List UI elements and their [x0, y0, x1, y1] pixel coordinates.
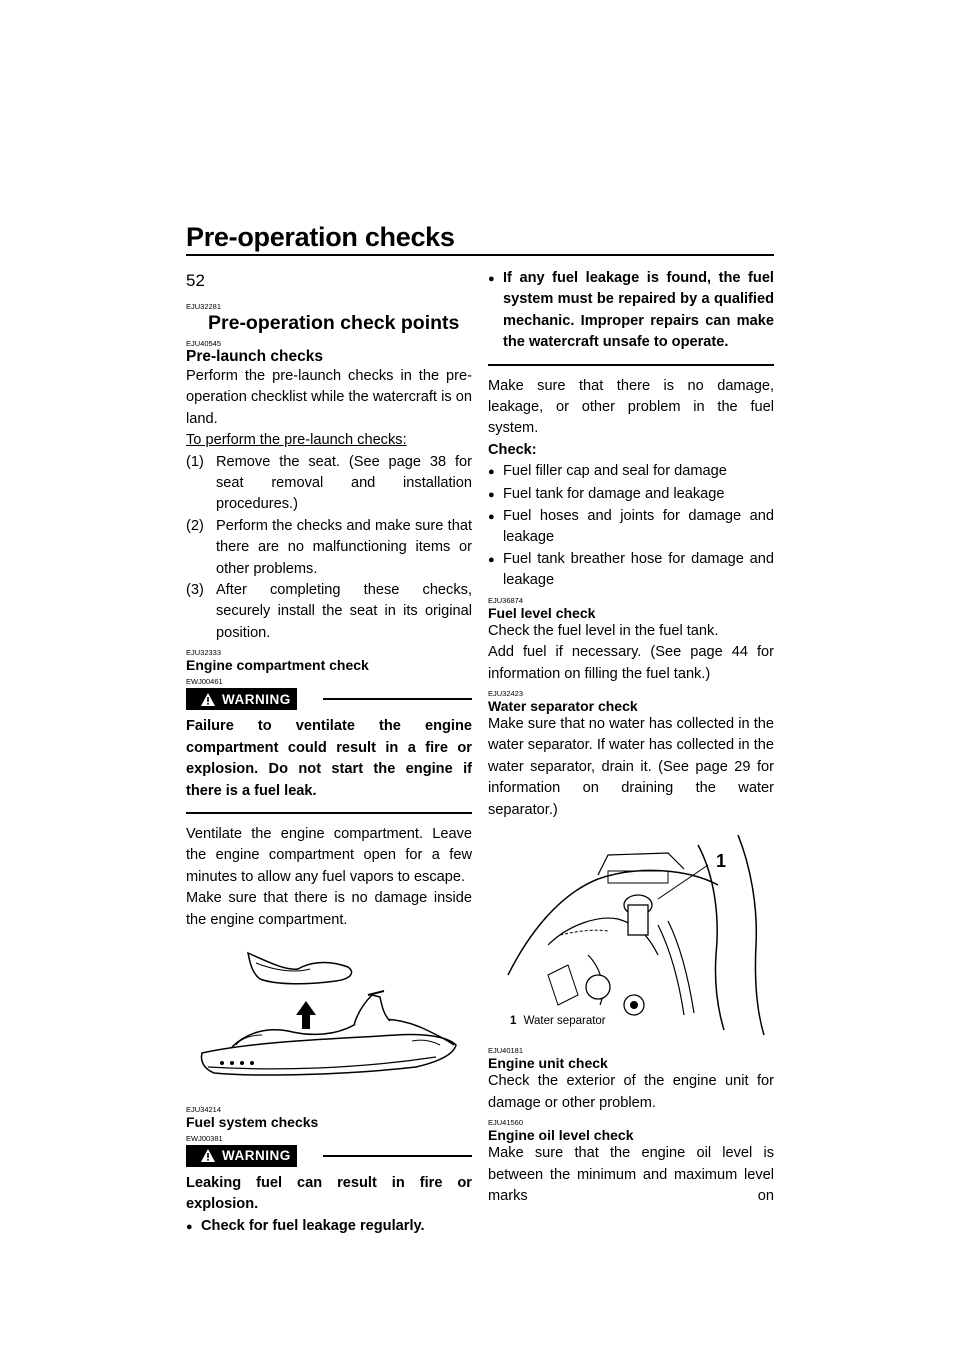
engine-compartment-title: Engine compartment check [186, 657, 369, 674]
warning-badge [186, 688, 297, 710]
fuel-system-title: Fuel system checks [186, 1113, 319, 1130]
section-code: EJU34214 [186, 1104, 222, 1114]
warning-end-rule [488, 364, 774, 366]
section-code: EJU40545 [186, 339, 222, 348]
engine-compartment-para: Make sure that there is no damage inside the engine compartment. [186, 890, 472, 928]
warning-triangle-icon [200, 692, 216, 707]
check-item [488, 484, 774, 506]
section-code: EJU32281 [186, 302, 222, 311]
check-item-text: Fuel tank breather hose for damage and leakage [503, 550, 774, 589]
fuel-system-para: Make sure that there is no damage, leakage, or other problem in the fuel system. [488, 377, 774, 437]
warning-badge [186, 1145, 297, 1167]
page-number: 52 [186, 271, 205, 290]
bullet-dot-icon: ● [488, 488, 495, 501]
engine-unit-para: Check the exterior of the engine unit for damage or other problem. [488, 1073, 774, 1111]
watercraft-seat-illustration [186, 949, 472, 1099]
step-item [186, 580, 472, 644]
section-code: EJU36874 [488, 595, 524, 605]
fuel-level-para: Add fuel if necessary. (See page 44 for information on filling the fuel tank.) [488, 644, 774, 682]
warning-bullet-text: Check for fuel leakage regularly. [201, 1217, 425, 1234]
warning-bullet-text: If any fuel leakage is found, the fuel system must be repaired by a qualified mechanic. Improper repairs can make the watercraft unsafe to operate. [503, 270, 774, 351]
bullet-dot-icon: ● [186, 1220, 193, 1233]
right-column [488, 268, 774, 1207]
step-text: Perform the checks and make sure that there are no malfunctioning items or other problems. [216, 517, 472, 577]
prelaunch-title: Pre-launch checks [186, 348, 323, 365]
check-item [488, 549, 774, 592]
step-text: Remove the seat. (See page 38 for seat removal and installation procedures.) [216, 453, 472, 513]
warning-text: Leaking fuel can result in fire or explosion. [186, 1174, 472, 1213]
fuel-level-para: Check the fuel level in the fuel tank. [488, 622, 719, 639]
warning-triangle-icon [200, 1148, 216, 1163]
step-number: (2) [186, 517, 204, 534]
step-number: (1) [186, 453, 204, 470]
check-item-text: Fuel filler cap and seal for damage [503, 463, 727, 480]
warning-header [186, 1145, 472, 1167]
step-item [186, 516, 472, 580]
warning-code: EWJ00381 [186, 1133, 223, 1143]
warning-label: WARNING [222, 1148, 291, 1164]
step-number: (3) [186, 582, 204, 599]
header-rule [186, 254, 774, 256]
check-item-text: Fuel hoses and joints for damage and leakage [503, 508, 774, 546]
page-title: Pre-operation checks [186, 222, 455, 252]
water-separator-figure [488, 835, 774, 1039]
warning-bullet [488, 268, 774, 354]
warning-label: WARNING [222, 691, 291, 707]
step-text: After completing these checks, securely install the seat in its original position. [216, 582, 472, 641]
warning-rule [323, 1155, 472, 1157]
check-item-text: Fuel tank for damage and leakage [503, 485, 725, 502]
section-code: EJU32333 [186, 648, 222, 658]
engine-oil-title: Engine oil level check [488, 1127, 634, 1144]
warning-rule [323, 698, 472, 700]
prelaunch-lead: To perform the pre-launch checks: [186, 432, 407, 449]
engine-compartment-para: Ventilate the engine compartment. Leave the engine compartment open for a few minutes to allow any fuel vapors to escape. [186, 825, 472, 885]
water-separator-title: Water separator check [488, 697, 638, 714]
fuel-level-title: Fuel level check [488, 604, 596, 621]
engine-oil-para: Make sure that the engine oil level is between the minimum and maximum level marks on [488, 1145, 774, 1204]
warning-end-rule [186, 812, 472, 814]
check-item [488, 506, 774, 549]
engine-unit-title: Engine unit check [488, 1055, 608, 1072]
up-arrow-icon [296, 1001, 316, 1029]
warning-header [186, 688, 472, 710]
bullet-dot-icon: ● [488, 466, 495, 479]
caption-text: Water separator [523, 1014, 606, 1027]
bullet-dot-icon: ● [488, 553, 495, 566]
warning-bullet [186, 1216, 472, 1238]
section-main-title: Pre-operation check points [208, 312, 460, 334]
section-code: EJU41560 [488, 1118, 524, 1128]
check-label: Check: [488, 441, 537, 458]
warning-text: Failure to ventilate the engine compartment could result in a fire or explosion. Do not start the engine if there is a fuel leak. [186, 718, 472, 799]
warning-code: EWJ00461 [186, 677, 223, 687]
caption-number: 1 [510, 1014, 517, 1027]
check-item [488, 461, 774, 483]
figure-callout: 1 [716, 850, 727, 871]
bullet-dot-icon: ● [488, 511, 495, 524]
step-item [186, 452, 472, 516]
water-separator-para: Make sure that no water has collected in the water separator. If water has collected in the water separator, drain it. (See page 29 for information on draining the water separator.) [488, 715, 774, 818]
section-code: EJU40181 [488, 1046, 524, 1056]
section-code: EJU32423 [488, 688, 524, 698]
bullet-dot-icon: ● [488, 273, 495, 285]
prelaunch-intro: Perform the pre-launch checks in the pre-operation checklist while the watercraft is on land. [186, 368, 472, 427]
engine-bay-illustration [488, 835, 774, 1039]
left-column [186, 298, 472, 1238]
